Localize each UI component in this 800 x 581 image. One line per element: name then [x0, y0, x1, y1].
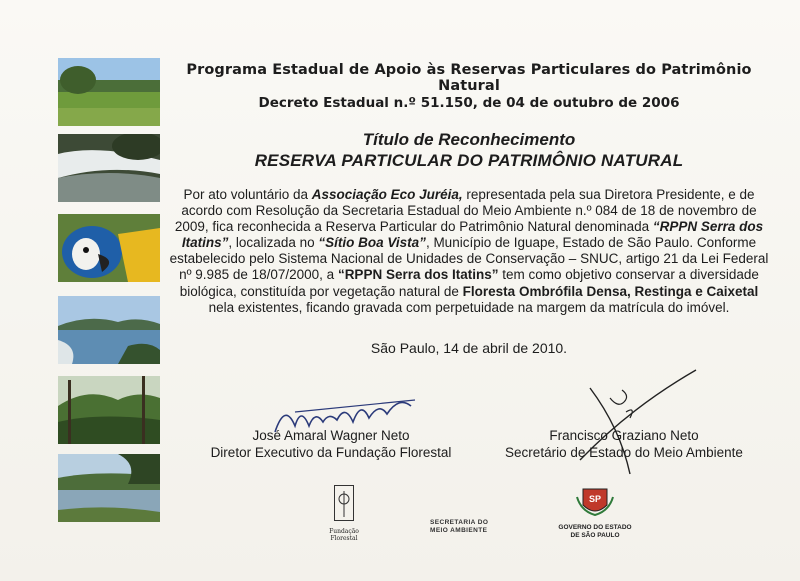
- forest-image: [58, 376, 160, 444]
- signatory-name: Francisco Graziano Neto: [549, 428, 699, 443]
- rppn-name-2: “RPPN Serra dos Itatins”: [337, 267, 499, 283]
- issue-date: São Paulo, 14 de abril de 2010.: [370, 340, 568, 356]
- photo-macaw: [58, 214, 160, 282]
- title-recognition: Título de Reconhecimento: [362, 130, 576, 149]
- body-text-6: nela existentes, ficando gravada com perpetuidade na margem da matrícula do imóvel.: [208, 299, 730, 315]
- certificate-title: [168, 130, 770, 171]
- body-text-2: representada pela sua Diretora Presidente, e de acordo com Resolução da Secretaria Estadual do Meio Ambiente n.º 084 de 18 de novembro de 2009, fica reconhecida a Reserva Particular do Patrimônio Natural denominada: [174, 187, 757, 235]
- logo-secretaria: SECRETARIA DO MEIO AMBIENTE: [430, 519, 489, 534]
- coastal-bay-image: [58, 296, 160, 364]
- signatory-role: Secretário de Estado do Meio Ambiente: [505, 445, 743, 460]
- org-name: Associação Eco Juréia,: [311, 187, 463, 202]
- fundacao-florestal-icon: [334, 485, 354, 521]
- signatory-role: Diretor Executivo da Fundação Florestal: [210, 445, 452, 460]
- photo-lake-landscape: [58, 58, 160, 126]
- body-text-5: tem como objetivo conservar a diversidade biológica, constituída por vegetação natural de: [179, 267, 759, 299]
- signatory-right: [494, 427, 754, 461]
- waterfall-image: [58, 134, 160, 202]
- photo-waterfall: [58, 134, 160, 202]
- signatory-left: [196, 427, 466, 461]
- governo-caption: GOVERNO DO ESTADO DE SÃO PAULO: [558, 524, 632, 539]
- river-lagoon-image: [58, 454, 160, 522]
- title-reserve: RESERVA PARTICULAR DO PATRIMÔNIO NATURAL: [254, 151, 684, 170]
- certificate-body: [168, 187, 770, 316]
- lake-landscape-image: [58, 58, 160, 126]
- sitio-name: “Sítio Boa Vista”: [318, 235, 426, 251]
- sao-paulo-coat-of-arms-icon: [575, 485, 615, 519]
- body-text-3: , localizada no: [228, 235, 319, 251]
- decree-line: Decreto Estadual n.º 51.150, de 04 de outubro de 2006: [258, 95, 680, 111]
- seal-text: SP: [588, 494, 602, 504]
- signatory-name: José Amaral Wagner Neto: [252, 428, 410, 443]
- photo-forest: [58, 376, 160, 444]
- body-text-1: Por ato voluntário da: [183, 187, 312, 202]
- photo-coastal-bay: [58, 296, 160, 364]
- logo-fundacao-florestal: [322, 485, 366, 542]
- macaw-image: [58, 214, 160, 282]
- logo-governo-sp: [555, 485, 635, 540]
- program-name: Programa Estadual de Apoio às Reservas Particulares do Patrimônio Natural: [186, 62, 752, 94]
- certificate-header: [168, 62, 770, 111]
- vegetation-types: Floresta Ombrófila Densa, Restinga e Caixetal: [462, 283, 759, 299]
- rppn-name: “RPPN Serra dos Itatins”: [181, 219, 764, 251]
- signature-right-icon: [560, 368, 700, 478]
- body-text-4: , Município de Iguape, Estado de São Paulo. Conforme estabelecido pelo Sistema Nacional de Unidades de Conservação – SNUC, artigo 21 da Lei Federal nº 9.985 de 18/07/2000, a: [169, 235, 769, 283]
- photo-river-lagoon: [58, 454, 160, 522]
- fundacao-caption: Fundação Florestal: [329, 528, 359, 542]
